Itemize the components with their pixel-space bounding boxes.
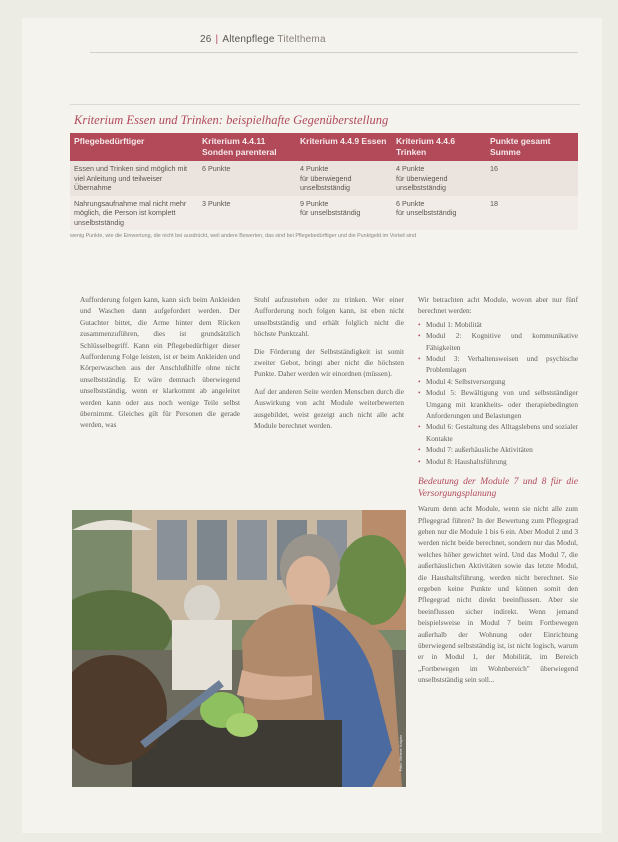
table-cell: 6 Punkte für unselbstständig <box>392 196 486 231</box>
header-section: Altenpflege <box>222 34 275 45</box>
table-cell: 3 Punkte <box>198 196 296 231</box>
list-item: • Modul 8: Haushaltsführung <box>418 456 578 467</box>
col-header: Kriterium 4.4.9 Essen <box>296 133 392 161</box>
table-cell: 4 Punkte für überwiegend unselbstständig <box>392 161 486 196</box>
col-header: Pflegebedürftiger <box>70 133 198 161</box>
paragraph: Auf der anderen Seite werden Menschen durch die Auswirkung von acht Module weiterbewerten ausgebildet, weist gezeigt auch nicht alle acht Module berechnet werden. <box>254 386 404 431</box>
col-header: Punkte gesamt Summe <box>486 133 578 161</box>
table-row <box>70 196 578 231</box>
article-photo <box>72 510 406 787</box>
table-cell: 9 Punkte für unselbstständig <box>296 196 392 231</box>
table-cell: 4 Punkte für überwiegend unselbstständig <box>296 161 392 196</box>
paragraph: Die Förderung der Selbstständigkeit ist somit zweiter Gebot, bringt aber nicht die höchsten Punkte. Daher werden wir einordnen (müssen). <box>254 346 404 379</box>
page-number: 26 <box>200 34 212 45</box>
table-cell: 6 Punkte <box>198 161 296 196</box>
page-header <box>200 34 326 45</box>
text-column-2 <box>254 294 404 431</box>
photo-illustration <box>72 510 406 787</box>
list-item: • Modul 5: Bewältigung von und selbstständiger Umgang mit krankheits- oder therapiebedingten Anforderungen und Belastungen <box>418 387 578 421</box>
paragraph: Wir betrachten acht Module, wovon aber nur fünf berechnet werden: <box>418 295 578 316</box>
col-header: Kriterium 4.4.6 Trinken <box>392 133 486 161</box>
text-column-3 <box>418 294 578 686</box>
photo-credit: Foto: Werner Krüper <box>398 735 403 772</box>
table-footnote: wenig Punkte, wie die Einwertung, die nicht bei ausdrückt, weil andere Bewerten, das sind bei Pflegebedürftiger und die Punktgeld im Vorteil sind <box>70 233 417 239</box>
criteria-table <box>70 133 578 230</box>
table-cell: 16 <box>486 161 578 196</box>
section-rule <box>70 104 580 105</box>
table-cell: Essen und Trinken sind möglich mit viel Anleitung und teilweiser Übernahme <box>70 161 198 196</box>
subheading: Bedeutung der Module 7 und 8 für die Versorgungsplanung <box>418 477 578 499</box>
list-item: • Modul 4: Selbstversorgung <box>418 376 578 387</box>
module-list <box>418 319 578 467</box>
paragraph: Stuhl aufzustehen oder zu trinken. Wer einer Aufforderung noch folgen kann, ist eben nicht unselbstständig und erhält folglich nicht die höchste Punktzahl. <box>254 295 404 339</box>
table-cell: 18 <box>486 196 578 231</box>
list-item: • Modul 6: Gestaltung des Alltagslebens und sozialer Kontakte <box>418 421 578 444</box>
header-rule <box>90 52 578 53</box>
list-item: • Modul 2: Kognitive und kommunikative Fähigkeiten <box>418 330 578 353</box>
paragraph: Warum denn acht Module, wenn sie nicht alle zum Pflegegrad führen? In der Bewertung zum Pflegegrad gehen nur die Module 1 bis 6 ein. Aber Modul 2 und 3 werden nicht beide berechnet, sondern nur das Modul, welches höher gewichtet wird. Und das Modul 7, die außerhäuslichen Aktivitäten sowie das letzte Modul, die Haushaltsführung, werden nicht berechnet. Sie ergeben keine Punkte und können somit den Pflegegrad nicht direkt beeinflussen. Aber sie beeinflussen sicher indirekt. Wenn jemand beispielsweise in Modul 7 beim Fortbewegen außerhalb der Wohnung oder Einrichtung überwiegend selbstständig ist, ist nicht logisch, warum er in Modul 1, der Mobilität, im Bereich „Fortbewegen im Wohnbereich" überwiegend unselbstständig sein soll... <box>418 504 578 685</box>
table-cell: Nahrungsaufnahme mal nicht mehr möglich, die Person ist komplett unselbstständig <box>70 196 198 231</box>
criteria-title: Kriterium Essen und Trinken: beispielhafte Gegenüberstellung <box>74 113 389 127</box>
list-item: • Modul 7: außerhäusliche Aktivitäten <box>418 444 578 455</box>
text-column-1 <box>80 294 240 431</box>
list-item: • Modul 1: Mobilität <box>418 319 578 330</box>
paragraph: Aufforderung folgen kann, kann sich beim Ankleiden und Waschen dann aufgefordert werden. Der Gutachter bittet, die Arme hinter dem Rücken zusammenzuführen, dies ist grundsätzlich Schlüsselbegriff. Kann ein Pflegebedürftiger dieser Aufforderung Folge leisten, ist er beim Ankleiden und Körperwaschen aus der Anschlußhilfe ohne nicht unselbstständig. Er wäre demnach überwiegend unselbstständig, wenn er klarkommt ab angeleitet werden kann oder aus noch wenige Teile selbst übernimmt. Gleiches gilt für Personen die gerade werden, was <box>80 295 240 430</box>
header-topic: Titelthema <box>277 34 326 45</box>
header-separator: | <box>215 34 219 45</box>
col-header: Kriterium 4.4.11 Sonden parenteral <box>198 133 296 161</box>
table-row <box>70 161 578 196</box>
list-item: • Modul 3: Verhaltensweisen und psychische Problemlagen <box>418 353 578 376</box>
